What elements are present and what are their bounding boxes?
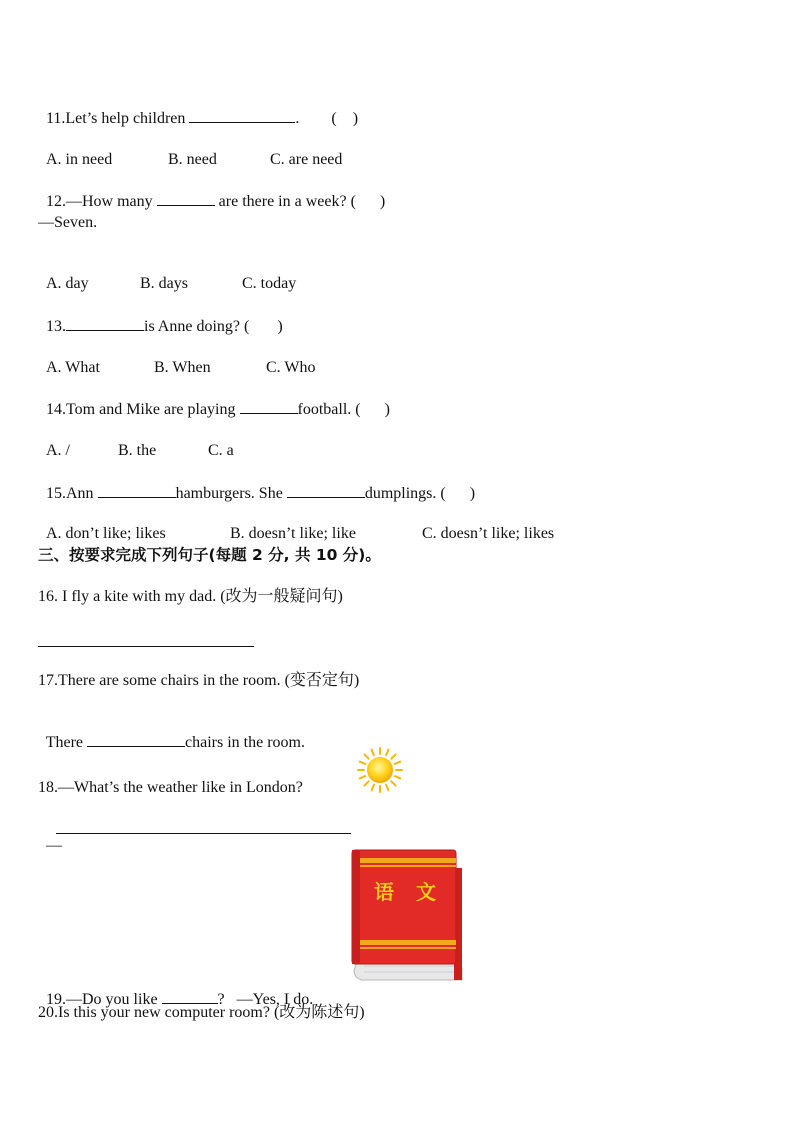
question-13-number: 13.: [46, 318, 66, 335]
option-a: A. day: [46, 275, 89, 292]
question-13-options: [38, 338, 315, 378]
option-c: C. Who: [266, 359, 316, 376]
question-17-answer-end: chairs in the room.: [185, 734, 305, 751]
option-b: B. the: [118, 442, 157, 459]
question-12-text-after: are there in a week? ( ): [214, 193, 386, 210]
question-18-dash: —: [46, 837, 62, 854]
question-17-blank[interactable]: [87, 732, 185, 747]
question-15-options: [38, 504, 554, 544]
question-19-text-after: ? —Yes, I do.: [217, 991, 314, 1008]
question-12-reply: —Seven.: [38, 214, 98, 231]
option-a: A. don’t like; likes: [46, 525, 166, 542]
option-b: B. need: [168, 151, 217, 168]
question-11-period: .: [295, 110, 300, 127]
book-title-char-1: 语: [374, 880, 394, 904]
question-15-text-middle: hamburgers. She: [175, 485, 287, 502]
question-13-text: is Anne doing? ( ): [144, 318, 283, 335]
option-c: C. are need: [270, 151, 343, 168]
section-3-heading: 三、按要求完成下列句子(每题 2 分, 共 10 分)。: [38, 546, 381, 564]
option-c: C. today: [242, 275, 297, 292]
question-12: [38, 171, 385, 212]
option-b: B. doesn’t like; like: [230, 525, 356, 542]
question-11-options: [38, 130, 342, 170]
question-15-text: 15.Ann: [46, 485, 98, 502]
question-11-text: 11.Let’s help children: [46, 110, 190, 127]
question-14-options: [38, 421, 234, 461]
question-14-blank[interactable]: [240, 399, 298, 414]
question-19-blank[interactable]: [162, 989, 218, 1004]
book-title-char-2: 文: [416, 880, 436, 904]
question-19-text: 19.—Do you like: [46, 991, 162, 1008]
option-a: A. /: [46, 442, 70, 459]
question-14-text: 14.Tom and Mike are playing: [46, 401, 240, 418]
question-17-answer-start: There: [45, 734, 88, 751]
question-16-answer-line[interactable]: [38, 646, 254, 647]
question-15-blank-1[interactable]: [98, 483, 176, 498]
question-17: 17.There are some chairs in the room. (变否定句): [38, 672, 360, 689]
question-15-text-after: dumplings. ( ): [364, 485, 476, 502]
question-12-options: [38, 254, 296, 294]
question-14: [38, 379, 390, 420]
question-18-reply: [38, 816, 62, 856]
question-15: [38, 463, 475, 504]
sun-icon: [356, 746, 404, 794]
question-12-text: 12.—How many: [46, 193, 157, 210]
question-12-blank[interactable]: [157, 191, 215, 206]
option-b: B. When: [154, 359, 211, 376]
question-13-blank[interactable]: [66, 316, 144, 331]
option-b: B. days: [140, 275, 188, 292]
question-14-text-after: football. ( ): [297, 401, 390, 418]
option-c: C. a: [208, 442, 234, 459]
question-11-blank[interactable]: [189, 108, 295, 123]
question-13: [38, 296, 283, 337]
question-16: 16. I fly a kite with my dad. (改为一般疑问句): [38, 588, 343, 605]
question-18: 18.—What’s the weather like in London?: [38, 779, 303, 796]
question-18-answer-line[interactable]: [56, 833, 351, 834]
option-c: C. doesn’t like; likes: [422, 525, 555, 542]
question-11-answer-paren[interactable]: ( ): [331, 110, 359, 127]
question-15-blank-2[interactable]: [287, 483, 365, 498]
option-a: A. What: [46, 359, 100, 376]
question-11: [38, 88, 358, 129]
question-17-answer: [38, 712, 305, 753]
book-icon: [350, 848, 466, 984]
option-a: A. in need: [46, 151, 113, 168]
question-20: 20.Is this your new computer room? (改为陈述句): [38, 1004, 365, 1021]
